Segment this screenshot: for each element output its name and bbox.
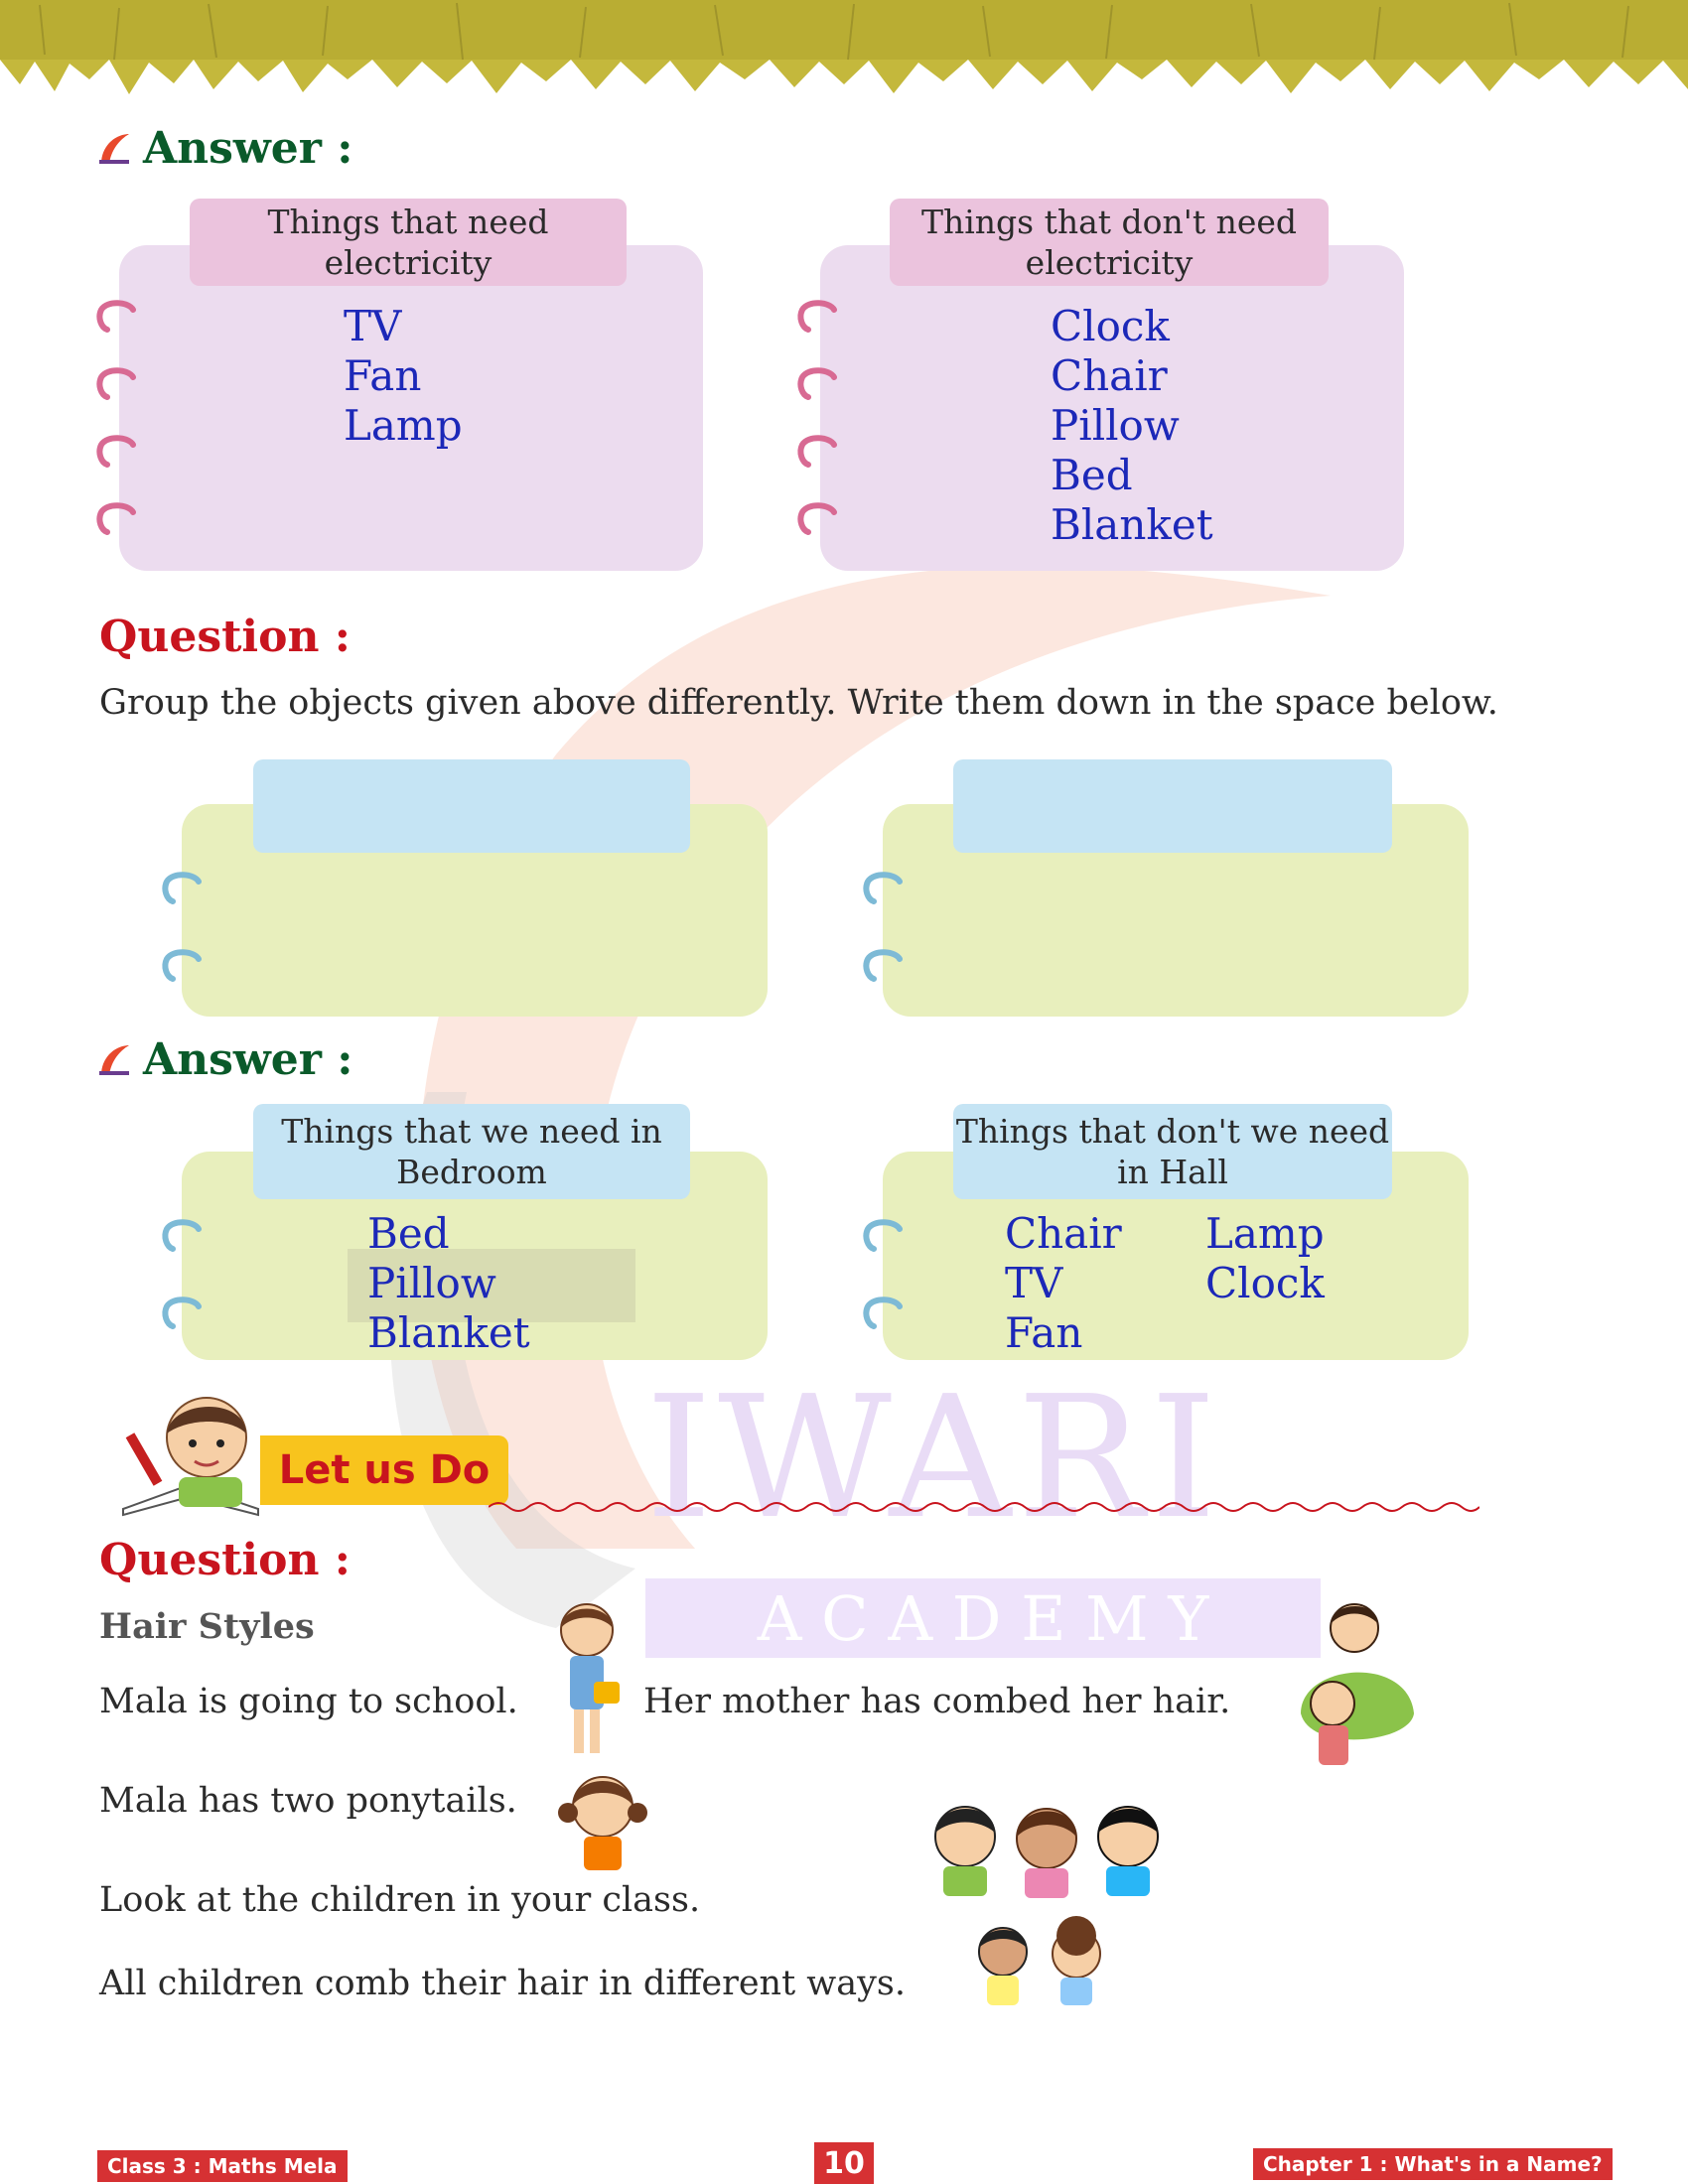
list-item: Fan (1005, 1308, 1083, 1357)
answer-heading-text: Answer : (143, 1034, 353, 1085)
ring-icon (93, 298, 139, 334)
ring-icon (860, 1217, 906, 1253)
list-item: TV (1005, 1259, 1063, 1307)
footer-chapter-label: Chapter 1 : What's in a Name? (1253, 2148, 1613, 2180)
footer-class-label: Class 3 : Maths Mela (97, 2150, 348, 2182)
ring-icon (860, 870, 906, 905)
ring-icon (860, 947, 906, 983)
binder-rings (794, 298, 840, 536)
wavy-divider (489, 1499, 1479, 1515)
electricity-card-title: Things that need electricity (190, 199, 627, 286)
list-item: Pillow (1051, 401, 1180, 450)
list-item: Lamp (344, 401, 463, 450)
ring-icon (159, 947, 205, 983)
let-us-do-label: Let us Do (278, 1447, 491, 1493)
list-item: Blanket (367, 1308, 530, 1357)
electricity-list (344, 302, 463, 451)
hall-list-col1 (1005, 1209, 1122, 1358)
hair-styles-subheading: Hair Styles (99, 1606, 315, 1647)
children-group-illustration (917, 1797, 1186, 2015)
list-item: Lamp (1205, 1209, 1325, 1258)
girl-with-bag-illustration (544, 1596, 630, 1765)
binder-rings (93, 298, 139, 536)
list-item: Bed (367, 1209, 450, 1258)
no-electricity-card-title: Things that don't need electricity (890, 199, 1329, 286)
ring-icon (159, 1295, 205, 1330)
binder-rings (860, 870, 906, 983)
list-item: Bed (1051, 451, 1133, 499)
list-item: Pillow (367, 1259, 496, 1307)
binder-rings (860, 1217, 906, 1330)
question-text-1: Group the objects given above differently. Write them down in the space below. (99, 683, 1498, 723)
ring-icon (159, 870, 205, 905)
ring-icon (794, 365, 840, 401)
sentence-line: All children comb their hair in different ways. (99, 1964, 906, 2003)
sentence-line: Look at the children in your class. (99, 1880, 701, 1920)
let-us-do-banner (260, 1435, 508, 1505)
bedroom-list (367, 1209, 530, 1358)
binder-rings (159, 870, 205, 983)
blank-group-title-left (253, 759, 690, 853)
ring-icon (860, 1295, 906, 1330)
pen-logo-icon (95, 130, 133, 168)
binder-rings (159, 1217, 205, 1330)
boy-reading-illustration (119, 1390, 268, 1519)
sentence-line: Mala has two ponytails. (99, 1781, 517, 1821)
pen-logo-icon (95, 1041, 133, 1079)
page-number: 10 (814, 2142, 874, 2184)
bedroom-card-title: Things that we need in Bedroom (253, 1104, 690, 1199)
ring-icon (794, 500, 840, 536)
no-electricity-list (1051, 302, 1213, 550)
mother-combing-illustration (1281, 1594, 1420, 1793)
watermark-text: IWARI (645, 1360, 1223, 1557)
list-item: Clock (1205, 1259, 1325, 1307)
list-item: Blanket (1051, 500, 1213, 549)
list-item: Fan (344, 351, 422, 400)
answer-heading-2 (95, 1034, 353, 1085)
list-item: Chair (1051, 351, 1168, 400)
ring-icon (794, 298, 840, 334)
ring-icon (93, 500, 139, 536)
question-heading-1: Question : (99, 612, 352, 662)
ring-icon (794, 433, 840, 469)
list-item: Chair (1005, 1209, 1122, 1258)
ring-icon (93, 365, 139, 401)
hall-card-title: Things that don't we need in Hall (953, 1104, 1392, 1199)
hall-list-col2 (1205, 1209, 1325, 1308)
blank-group-title-right (953, 759, 1392, 853)
ring-icon (159, 1217, 205, 1253)
ring-icon (93, 433, 139, 469)
girl-ponytails-illustration (558, 1761, 647, 1874)
question-heading-2: Question : (99, 1535, 352, 1585)
grass-border (0, 0, 1688, 99)
sentence-line: Her mother has combed her hair. (643, 1682, 1231, 1721)
list-item: TV (344, 302, 402, 350)
answer-heading-text: Answer : (143, 123, 353, 174)
sentence-line: Mala is going to school. (99, 1682, 518, 1721)
list-item: Clock (1051, 302, 1170, 350)
watermark-subtext: A C A D E M Y (645, 1578, 1321, 1658)
answer-heading-1 (95, 123, 353, 174)
